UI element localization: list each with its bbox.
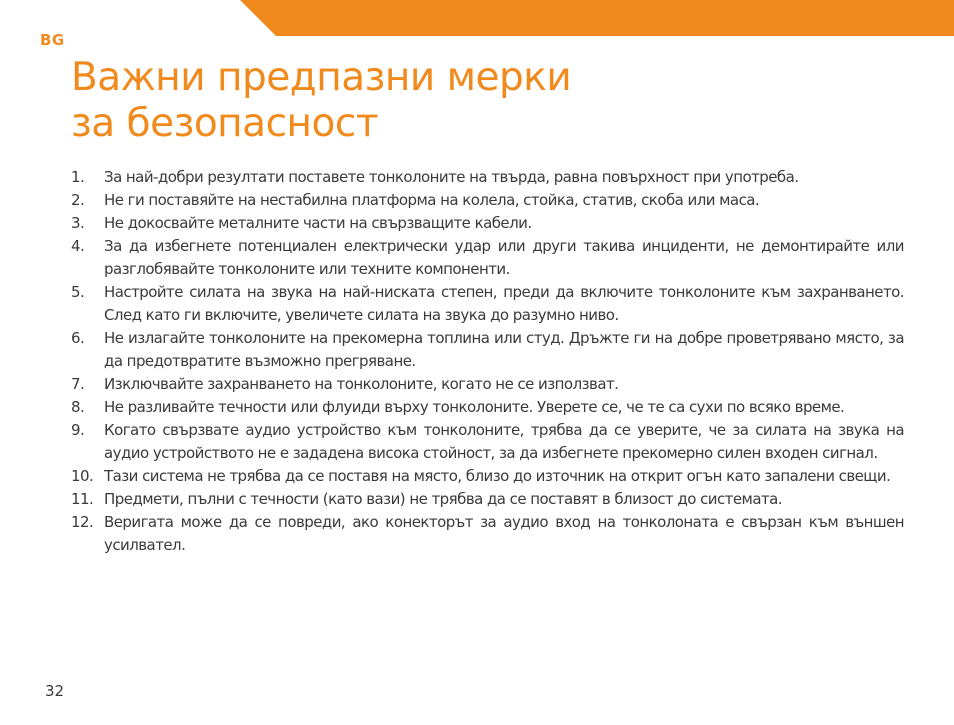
list-item [71, 488, 904, 511]
list-item [71, 281, 904, 327]
item-number: 12. [71, 513, 94, 531]
item-number: 8. [71, 398, 85, 416]
item-number: 2. [71, 191, 85, 209]
item-text: Веригата може да се повреди, ако конекторът за аудио вход на тонколоната е свързан към външен усилвател. [104, 513, 904, 554]
item-number: 11. [71, 490, 94, 508]
page-title [71, 55, 571, 147]
list-item [71, 419, 904, 465]
item-number: 3. [71, 214, 85, 232]
item-text: Не докосвайте металните части на свързващите кабели. [104, 214, 532, 232]
list-item [71, 465, 904, 488]
item-number: 9. [71, 421, 85, 439]
item-text: Не ги поставяйте на нестабилна платформа на колела, стойка, статив, скоба или маса. [104, 191, 760, 209]
item-text: Изключвайте захранването на тонколоните, когато не се използват. [104, 375, 619, 393]
list-item [71, 212, 904, 235]
item-number: 4. [71, 237, 85, 255]
list-item [71, 235, 904, 281]
list-item [71, 373, 904, 396]
item-text: Не излагайте тонколоните на прекомерна топлина или студ. Дръжте ги на добре проветрявано място, за да предотвратите възможно прегряване. [104, 329, 904, 370]
page-title-line-2: за безопасност [71, 101, 379, 146]
safety-instructions-list [71, 166, 904, 557]
language-label: BG [40, 31, 65, 49]
item-number: 5. [71, 283, 85, 301]
page-title-line-1: Важни предпазни мерки [71, 55, 572, 100]
item-text: Не разливайте течности или флуиди върху тонколоните. Уверете се, че те са сухи по всяко време. [104, 398, 845, 416]
item-text: Тази система не трябва да се поставя на място, близо до източник на открит огън като запалени свещи. [104, 467, 891, 485]
item-number: 1. [71, 168, 85, 186]
header-accent-bar [240, 0, 954, 36]
item-text: За да избегнете потенциален електрически удар или други такива инциденти, не демонтирайте или разглобявайте тонколоните или техните компоненти. [104, 237, 904, 278]
item-number: 10. [71, 467, 94, 485]
item-text: За най-добри резултати поставете тонколоните на твърда, равна повърхност при употреба. [104, 168, 799, 186]
list-item [71, 511, 904, 557]
list-item [71, 396, 904, 419]
list-item [71, 166, 904, 189]
page-number: 32 [45, 682, 65, 700]
item-text: Когато свързвате аудио устройство към тонколоните, трябва да се уверите, че за силата на звука на аудио устройството не е зададена висока стойност, за да избегнете прекомерно силен входен сигнал. [104, 421, 904, 462]
item-text: Настройте силата на звука на най-ниската степен, преди да включите тонколоните към захранването. След като ги включите, увеличете силата на звука до разумно ниво. [104, 283, 904, 324]
list-item [71, 327, 904, 373]
item-number: 6. [71, 329, 85, 347]
item-number: 7. [71, 375, 85, 393]
item-text: Предмети, пълни с течности (като вази) не трябва да се поставят в близост до системата. [104, 490, 783, 508]
list-item [71, 189, 904, 212]
